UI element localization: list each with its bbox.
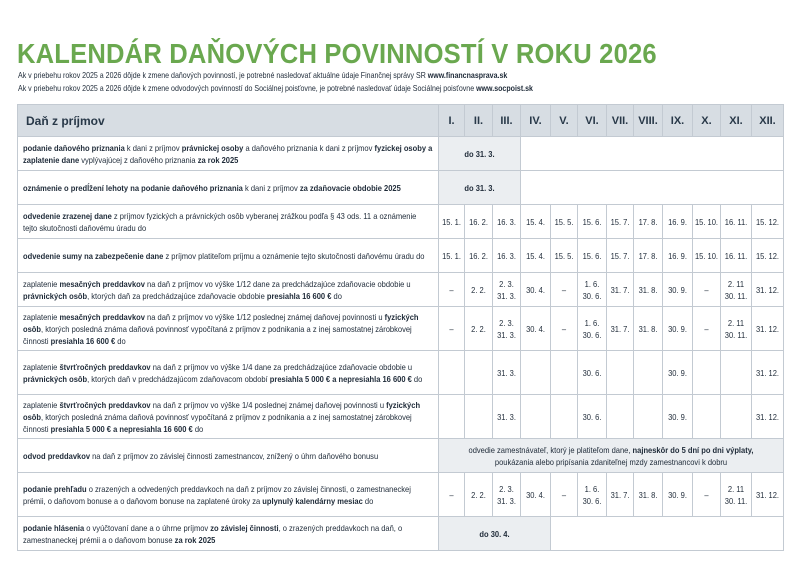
month-deadline-cell (721, 395, 752, 439)
month-deadline-cell (493, 307, 521, 351)
deadline-date: 31. 3. (497, 290, 516, 301)
deadline-date: 31. 12. (755, 367, 780, 378)
month-deadline-cell (693, 273, 721, 307)
deadline-date: 15. 4. (526, 216, 545, 227)
deadline-date: 1. 6. (584, 483, 600, 494)
deadline-date: 15. 5. (554, 216, 574, 227)
month-deadline-cell (752, 239, 784, 273)
month-deadline-cell (634, 473, 663, 517)
month-deadline-cell (721, 205, 752, 239)
month-deadline-cell (663, 273, 693, 307)
deadline-date: 30. 4. (526, 323, 545, 334)
deadline-date: – (704, 284, 709, 295)
deadline-date: 1. 6. (584, 278, 600, 289)
link-financnasprava[interactable]: www.financnasprava.sk (427, 71, 508, 80)
month-deadline-cell (439, 307, 465, 351)
month-deadline-cell (663, 239, 693, 273)
deadline-date: – (704, 323, 709, 334)
deadline-date: 30. 6. (582, 329, 602, 340)
deadline-date: 31. 8. (638, 489, 658, 500)
month-deadline-cell (439, 239, 465, 273)
deadline-date: – (449, 284, 454, 295)
deadline-date: 16. 3. (497, 250, 516, 261)
deadline-date: 15. 1. (442, 216, 461, 227)
deadline-date: 2. 11 (727, 278, 745, 289)
deadline-date: 30. 6. (582, 495, 602, 506)
deadline-date: 2. 3. (499, 278, 514, 289)
note-financna-sprava: Ak v priebehu rokov 2025 a 2026 dôjde k zmene daňových povinností, je potrebné nasledovať aktuálne údaje Finančnej správy SR www.financnasprava.sk (18, 71, 508, 80)
table-row (18, 171, 784, 205)
table-row (18, 351, 784, 395)
row-description: zaplatenie štvrťročných preddavkov na daň z príjmov vo výške 1/4 poslednej známej daňovej povinnosti u fyzických osôb, ktorých posledná známa daňová povinnosť vypočítaná z príjmov z podnikania a z inej samostatnej zárobkovej činnosti presiahla 5 000 € a nepresiahla 16 600 € do (18, 395, 439, 439)
month-deadline-cell (663, 395, 693, 439)
deadline-date: 31. 3. (497, 411, 516, 422)
table-row (18, 273, 784, 307)
deadline-date: 30. 9. (668, 367, 687, 378)
deadline-date: – (561, 489, 567, 500)
deadline-date: 2. 3. (499, 483, 514, 494)
table-row (18, 307, 784, 351)
month-deadline-cell (521, 205, 551, 239)
table-row (18, 395, 784, 439)
month-header: I. (439, 105, 465, 137)
month-deadline-cell (551, 239, 578, 273)
month-header: IV. (521, 105, 551, 137)
deadline-date: 15. 1. (442, 250, 461, 261)
month-deadline-cell (578, 395, 607, 439)
deadline-date: 2. 3. (499, 317, 514, 328)
header-row (18, 105, 784, 137)
month-header: XI. (721, 105, 752, 137)
deadline-date: 15. 5. (554, 250, 574, 261)
table-row (18, 439, 784, 473)
month-deadline-cell (521, 395, 551, 439)
deadline-date: 31. 3. (497, 329, 516, 340)
month-deadline-cell (607, 273, 634, 307)
deadline-date: 31. 12. (755, 411, 780, 422)
month-deadline-cell (752, 307, 784, 351)
page-title: KALENDÁR DAŇOVÝCH POVINNOSTÍ V ROKU 2026 (17, 38, 657, 69)
deadline-date: – (449, 323, 454, 334)
month-deadline-cell (551, 205, 578, 239)
month-deadline-cell (634, 205, 663, 239)
month-deadline-cell (693, 205, 721, 239)
month-deadline-cell (578, 273, 607, 307)
month-deadline-cell (663, 351, 693, 395)
deadline-date: – (704, 489, 709, 500)
month-deadline-cell (634, 307, 663, 351)
month-deadline-cell (578, 307, 607, 351)
table-row (18, 239, 784, 273)
deadline-date: 15. 10. (694, 216, 719, 227)
deadline-date: 31. 12. (755, 323, 780, 334)
deadline-span: do 31. 3. (439, 171, 521, 205)
deadline-date: 15. 12. (755, 216, 780, 227)
month-deadline-cell (721, 351, 752, 395)
month-deadline-cell (439, 473, 465, 517)
row-description: odvod preddavkov na daň z príjmov zo závislej činnosti zamestnancov, znížený o úhrn daňového bonusu (18, 439, 439, 473)
month-deadline-cell (551, 307, 578, 351)
month-deadline-cell (607, 205, 634, 239)
month-deadline-cell (578, 351, 607, 395)
deadline-date: 15. 6. (582, 216, 602, 227)
row-description: zaplatenie štvrťročných preddavkov na daň z príjmov vo výške 1/4 dane za predchádzajúce zdaňovacie obdobie u právnických osôb, ktorých daň v predchádzajúcom zdaňovacom období presiahla 5 000 € a nepresiahla 16 600 € do (18, 351, 439, 395)
deadline-date: 2. 2. (471, 284, 486, 295)
empty-cells (551, 517, 784, 551)
row-description: oznámenie o predĺžení lehoty na podanie daňového priznania k dani z príjmov za zdaňovacie obdobie 2025 (18, 171, 439, 205)
deadline-date: 16. 9. (668, 250, 687, 261)
month-deadline-cell (439, 205, 465, 239)
deadline-date: 31. 3. (497, 495, 516, 506)
month-deadline-cell (465, 205, 493, 239)
month-deadline-cell (439, 395, 465, 439)
deadline-date: 31. 8. (638, 284, 658, 295)
deadline-date: – (449, 489, 454, 500)
deadline-date: 31. 8. (638, 323, 658, 334)
deadline-date: 15. 6. (582, 250, 602, 261)
month-deadline-cell (607, 239, 634, 273)
month-deadline-cell (607, 395, 634, 439)
month-deadline-cell (693, 473, 721, 517)
month-deadline-cell (607, 473, 634, 517)
month-deadline-cell (721, 307, 752, 351)
table-row (18, 517, 784, 551)
month-deadline-cell (465, 307, 493, 351)
row-description: zaplatenie mesačných preddavkov na daň z príjmov vo výške 1/12 dane za predchádzajúce zdaňovacie obdobie u právnických osôb, ktorých daň za predchádzajúce zdaňovacie obdobie presiahla 16 600 € do (18, 273, 439, 307)
deadline-date: 16. 9. (668, 216, 687, 227)
deadline-date: 17. 8. (638, 216, 658, 227)
deadline-date: 1. 6. (584, 317, 600, 328)
month-deadline-cell (439, 273, 465, 307)
month-deadline-cell (465, 351, 493, 395)
header-dan-z-prijmov: Daň z príjmov (18, 105, 439, 137)
month-deadline-cell (634, 273, 663, 307)
deadline-date: 15. 7. (610, 250, 630, 261)
tax-calendar-table (17, 104, 784, 551)
deadline-date: 30. 6. (582, 411, 602, 422)
month-deadline-cell (521, 351, 551, 395)
month-deadline-cell (752, 273, 784, 307)
deadline-date: 16. 2. (469, 216, 488, 227)
deadline-date: 31. 12. (755, 489, 780, 500)
month-deadline-cell (693, 239, 721, 273)
deadline-date: 31. 7. (610, 323, 630, 334)
deadline-date: 2. 11 (727, 317, 745, 328)
month-deadline-cell (493, 239, 521, 273)
month-deadline-cell (663, 205, 693, 239)
month-deadline-cell (551, 473, 578, 517)
deadline-date: 30. 11. (724, 495, 748, 506)
month-deadline-cell (752, 351, 784, 395)
month-deadline-cell (634, 351, 663, 395)
month-deadline-cell (663, 473, 693, 517)
empty-cells (521, 171, 784, 205)
table-row (18, 137, 784, 171)
deadline-date: 30. 6. (582, 367, 602, 378)
month-deadline-cell (721, 273, 752, 307)
month-deadline-cell (752, 205, 784, 239)
deadline-date: 15. 7. (610, 216, 630, 227)
deadline-date: – (561, 284, 567, 295)
month-deadline-cell (521, 273, 551, 307)
month-deadline-cell (551, 351, 578, 395)
month-deadline-cell (493, 273, 521, 307)
month-deadline-cell (551, 273, 578, 307)
deadline-date: 17. 8. (638, 250, 658, 261)
deadline-date: 15. 4. (526, 250, 545, 261)
deadline-date: 31. 7. (610, 284, 630, 295)
deadline-date: 16. 11. (724, 216, 748, 227)
note-socialna-poistovna: Ak v priebehu rokov 2025 a 2026 dôjde k zmene odvodových povinností do Sociálnej poisťovne, je potrebné nasledovať údaje Sociálnej poisťovne www.socpoist.sk (18, 84, 533, 93)
deadline-date: 2. 2. (471, 489, 486, 500)
deadline-date: 30. 11. (724, 329, 748, 340)
deadline-date: 30. 9. (668, 411, 687, 422)
month-deadline-cell (493, 395, 521, 439)
month-header: VI. (578, 105, 607, 137)
month-header: VIII. (634, 105, 663, 137)
deadline-date: 15. 12. (755, 250, 780, 261)
table-row (18, 473, 784, 517)
deadline-date: 15. 10. (694, 250, 719, 261)
empty-cells (521, 137, 784, 171)
deadline-date: 2. 2. (471, 323, 486, 334)
deadline-date: 16. 2. (469, 250, 488, 261)
month-deadline-cell (465, 395, 493, 439)
month-deadline-cell (693, 351, 721, 395)
month-header: V. (551, 105, 578, 137)
row-description: podanie daňového priznania k dani z príjmov právnickej osoby a daňového priznania k dani z príjmov fyzickej osoby a zaplatenie dane vyplývajúcej z daňového priznania za rok 2025 (18, 137, 439, 171)
deadline-date: 16. 11. (724, 250, 748, 261)
row-description: zaplatenie mesačných preddavkov na daň z príjmov vo výške 1/12 poslednej známej daňovej povinnosti u fyzických osôb, ktorých posledná známa daňová povinnosť vypočítaná z príjmov z podnikania a z inej samostatnej zárobkovej činnosti presiahla 16 600 € do (18, 307, 439, 351)
month-deadline-cell (607, 307, 634, 351)
deadline-date: 30. 9. (668, 489, 687, 500)
month-deadline-cell (521, 307, 551, 351)
deadline-date: 30. 11. (724, 290, 748, 301)
link-socpoist[interactable]: www.socpoist.sk (476, 84, 533, 93)
deadline-date: 16. 3. (497, 216, 516, 227)
row-description: podanie prehľadu o zrazených a odvedených preddavkoch na daň z príjmov zo závislej činnosti, o zamestnaneckej prémii, o daňovom bonuse a o daňovom bonuse na zaplatené úroky za uplynulý kalendárny mesiac do (18, 473, 439, 517)
deadline-span: do 30. 4. (439, 517, 551, 551)
deadline-date: 30. 6. (582, 290, 602, 301)
month-header: VII. (607, 105, 634, 137)
table-row (18, 205, 784, 239)
month-header: X. (693, 105, 721, 137)
month-deadline-cell (578, 205, 607, 239)
month-deadline-cell (607, 351, 634, 395)
row-description: podanie hlásenia o vyúčtovaní dane a o úhrne príjmov zo závislej činnosti, o zrazených preddavkoch na daň, o zamestnaneckej prémii a o daňovom bonuse za rok 2025 (18, 517, 439, 551)
month-deadline-cell (465, 273, 493, 307)
row-description: odvedenie zrazenej dane z príjmov fyzických a právnických osôb vyberanej zrážkou podľa § 43 ods. 11 a oznámenie tejto skutočnosti daňovému úradu do (18, 205, 439, 239)
month-deadline-cell (521, 473, 551, 517)
month-deadline-cell (465, 473, 493, 517)
month-deadline-cell (634, 239, 663, 273)
month-deadline-cell (465, 239, 493, 273)
row-description: odvedenie sumy na zabezpečenie dane z príjmov platiteľom príjmu a oznámenie tejto skutočnosti daňovému úradu do (18, 239, 439, 273)
deadline-date: 2. 11 (727, 483, 745, 494)
month-deadline-cell (521, 239, 551, 273)
month-deadline-cell (693, 307, 721, 351)
month-header: III. (493, 105, 521, 137)
deadline-date: 30. 4. (526, 284, 545, 295)
month-deadline-cell (752, 473, 784, 517)
deadline-date: 30. 4. (526, 489, 545, 500)
month-deadline-cell (493, 351, 521, 395)
deadline-date: – (561, 323, 567, 334)
month-deadline-cell (439, 351, 465, 395)
deadline-date: 31. 7. (610, 489, 630, 500)
month-header: II. (465, 105, 493, 137)
deadline-span: do 31. 3. (439, 137, 521, 171)
month-deadline-cell (721, 473, 752, 517)
month-deadline-cell (551, 395, 578, 439)
month-deadline-cell (752, 395, 784, 439)
month-deadline-cell (578, 239, 607, 273)
month-deadline-cell (493, 473, 521, 517)
month-deadline-cell (634, 395, 663, 439)
month-deadline-cell (493, 205, 521, 239)
month-header: IX. (663, 105, 693, 137)
deadline-date: 30. 9. (668, 323, 687, 334)
month-header: XII. (752, 105, 784, 137)
month-deadline-cell (721, 239, 752, 273)
month-deadline-cell (663, 307, 693, 351)
deadline-date: 31. 12. (755, 284, 780, 295)
deadline-date: 30. 9. (668, 284, 687, 295)
employer-remittance-note: odvedie zamestnávateľ, ktorý je platiteľom dane, najneskôr do 5 dní po dni výplaty, poukázania alebo pripísania zdaniteľnej mzdy zamestnancovi k dobru (439, 439, 784, 473)
month-deadline-cell (693, 395, 721, 439)
deadline-date: 31. 3. (497, 367, 516, 378)
month-deadline-cell (578, 473, 607, 517)
